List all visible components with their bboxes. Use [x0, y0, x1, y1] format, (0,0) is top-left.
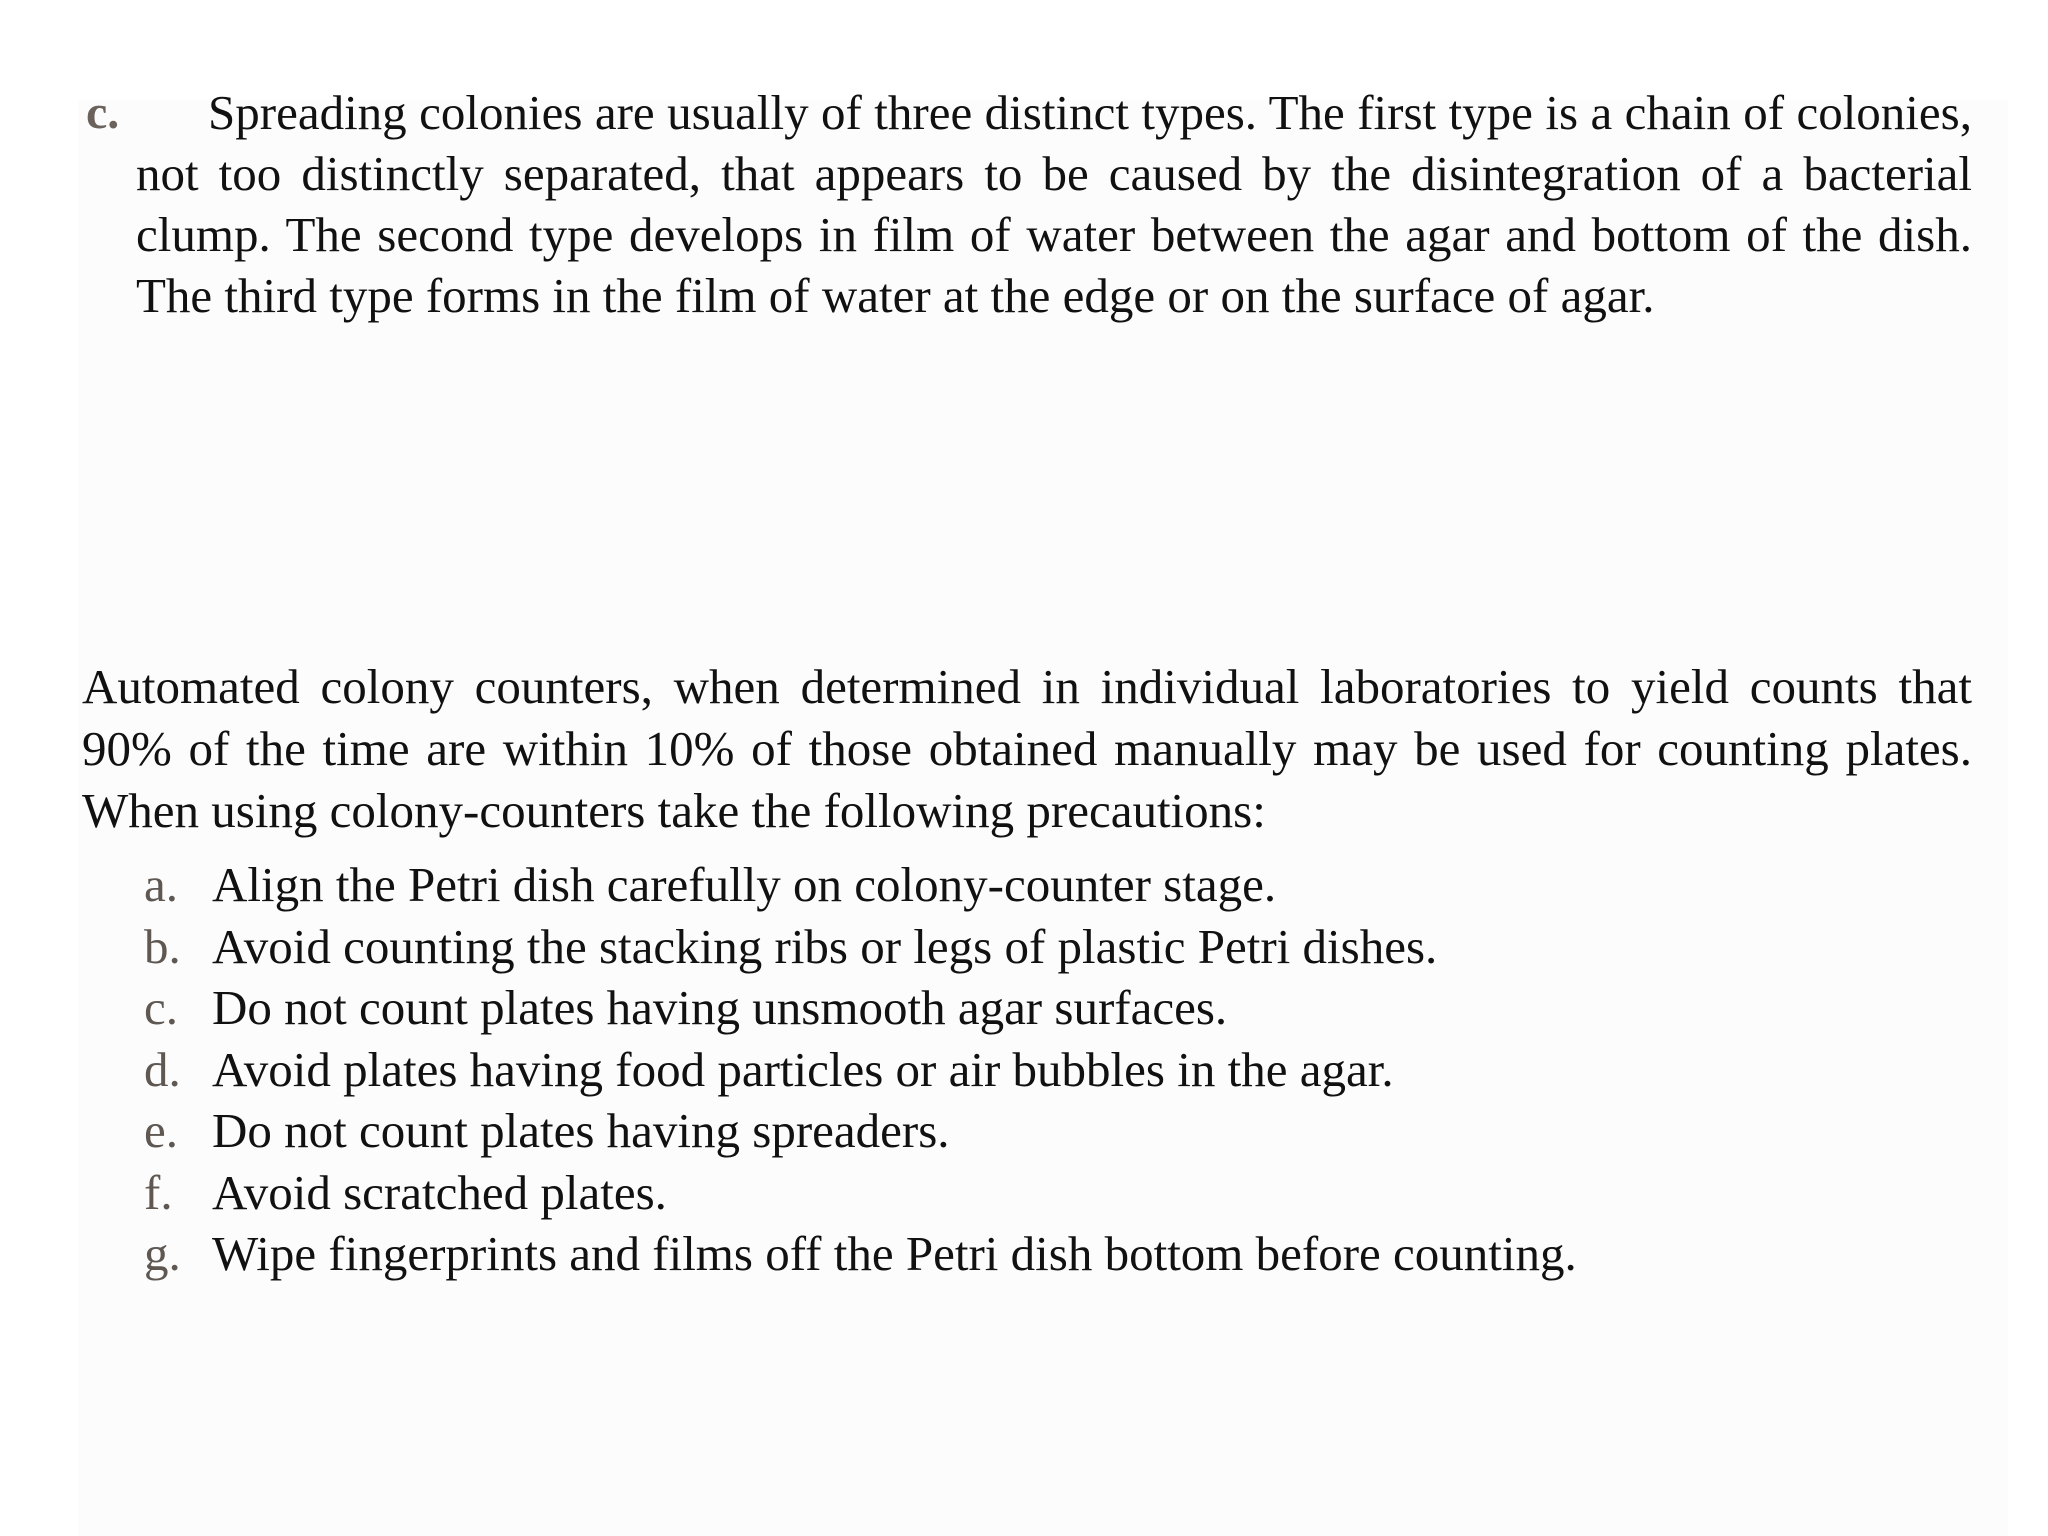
list-item-text: Avoid plates having food particles or air bubbles in the agar.: [212, 1041, 1394, 1097]
list-item-letter: f.: [144, 1164, 173, 1220]
list-item-letter: g.: [144, 1226, 181, 1281]
list-item: [144, 1039, 1577, 1101]
list-item-letter: d.: [144, 1041, 181, 1097]
list-item-letter: a.: [144, 857, 178, 912]
list-item-text: Avoid scratched plates.: [212, 1164, 667, 1220]
list-item-text: Wipe fingerprints and films off the Petri dish bottom before counting.: [212, 1226, 1577, 1281]
precautions-list: [144, 854, 1577, 1285]
section-c-paragraph: [86, 82, 1972, 326]
list-item-text: Do not count plates having unsmooth agar surfaces.: [212, 980, 1228, 1035]
list-item: [144, 1100, 1577, 1162]
list-item: [144, 916, 1577, 978]
list-item-letter: e.: [144, 1103, 178, 1158]
list-item-text: Align the Petri dish carefully on colony-counter stage.: [212, 857, 1277, 912]
list-item: [144, 977, 1577, 1039]
list-item-letter: c.: [144, 980, 178, 1035]
list-item-text: Avoid counting the stacking ribs or legs of plastic Petri dishes.: [212, 918, 1438, 974]
list-item: [144, 854, 1577, 916]
list-item-letter: b.: [144, 918, 181, 974]
list-item-text: Do not count plates having spreaders.: [212, 1103, 950, 1158]
list-item: [144, 1162, 1577, 1224]
automated-counters-paragraph: Automated colony counters, when determined in individual laboratories to yield counts that 90% of the time are within 10% of those obtained manually may be used for counting plates. When using colony-counters take the following precautions:: [82, 659, 1972, 838]
list-item: [144, 1223, 1577, 1285]
section-c-marker: c.: [86, 86, 120, 139]
section-c-text: Spreading colonies are usually of three distinct types. The first type is a chain of colonies, not too distinctly separated, that appears to be caused by the disintegration of a bacterial clump. The second type develops in film of water between the agar and bottom of the dish. The third type forms in the film of water at the edge or on the surface of agar.: [136, 85, 1972, 323]
